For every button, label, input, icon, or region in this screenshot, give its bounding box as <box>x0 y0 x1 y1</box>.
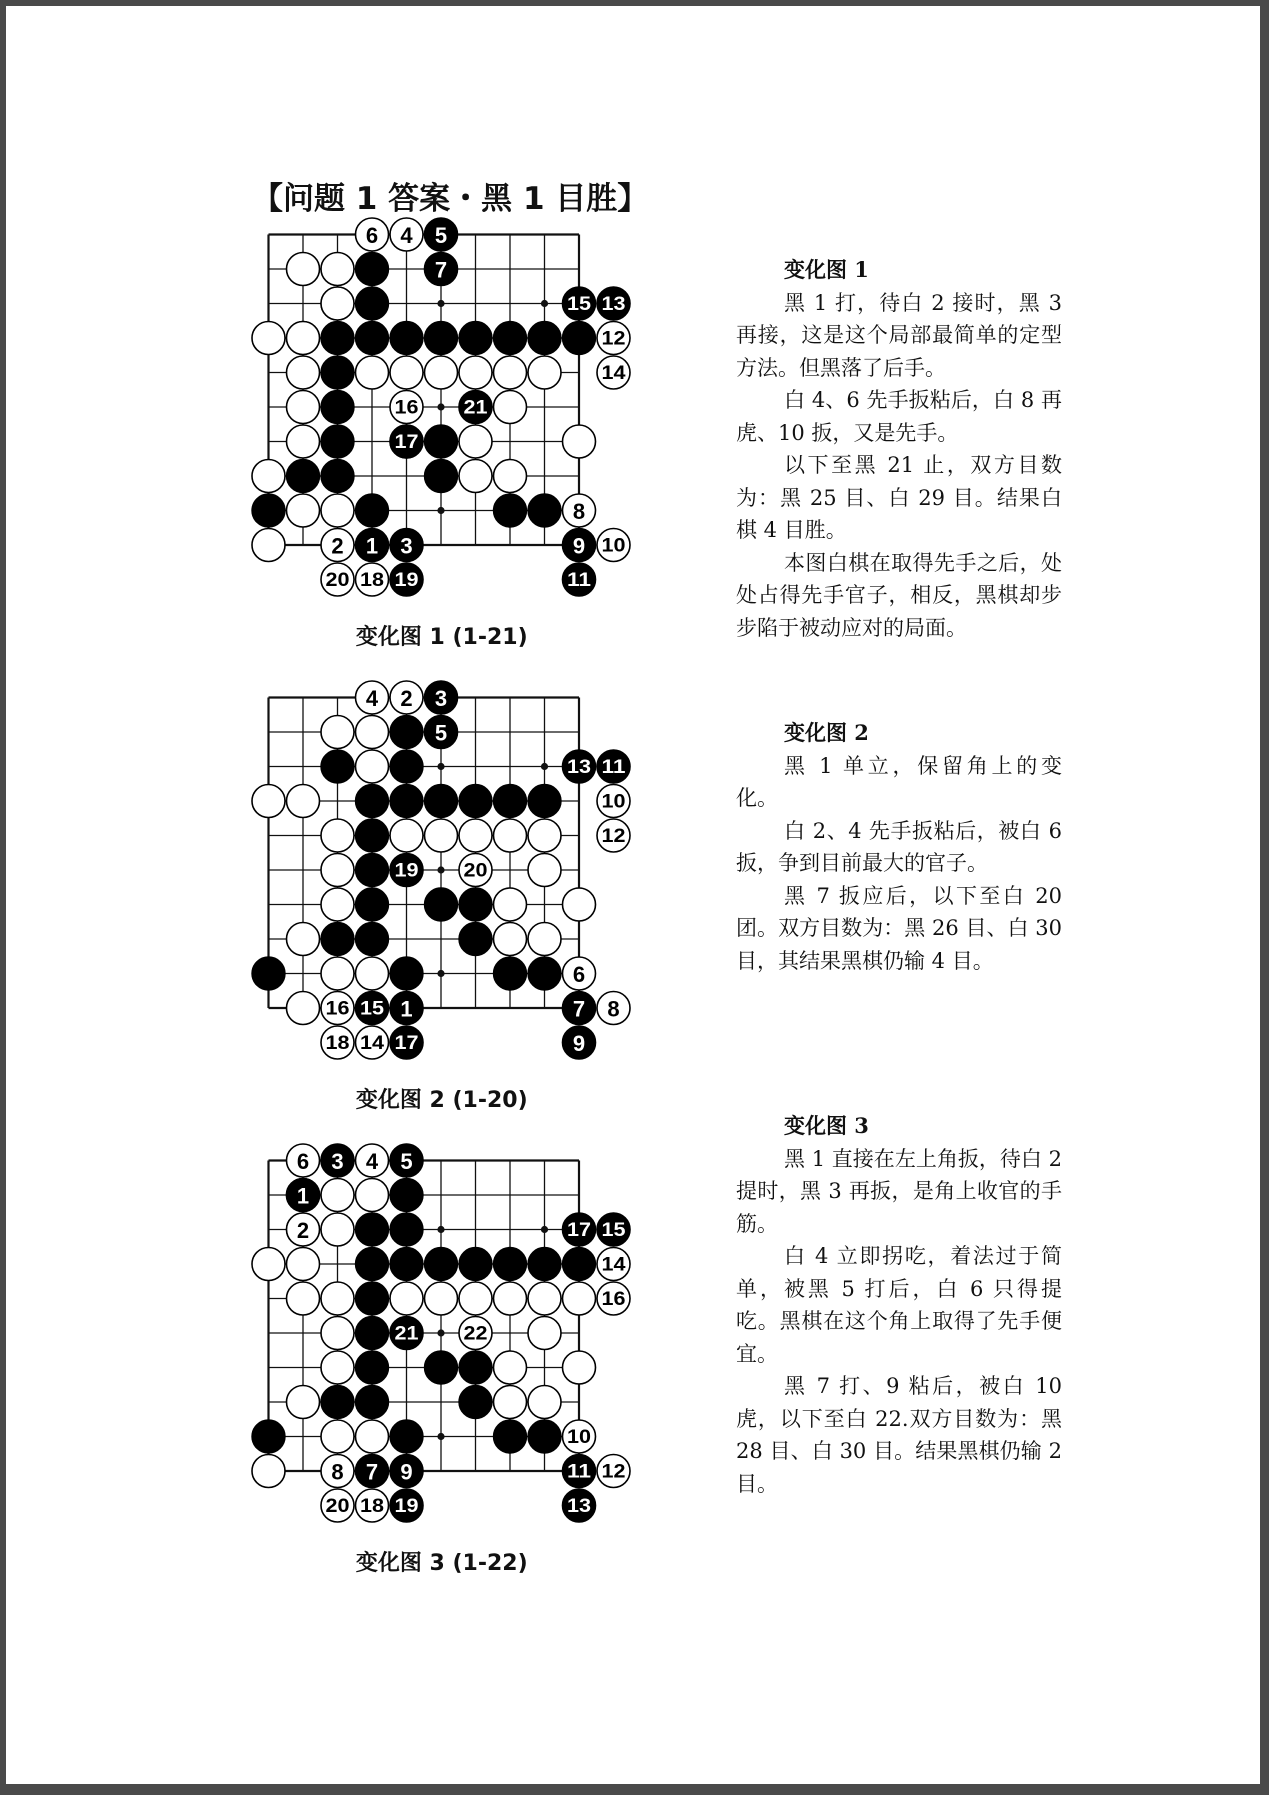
diagram-caption-1: 变化图 1 (1-21) <box>355 625 528 650</box>
black-stone <box>528 494 561 527</box>
move-number: 16 <box>394 397 419 419</box>
black-stone <box>356 854 389 887</box>
black-stone <box>356 819 389 852</box>
black-numbered-stone <box>287 1179 320 1212</box>
commentary-paragraph: 黑 1 打，待白 2 接时，黑 3 再接，这是这个局部最简单的定型方法。但黑落了后手。 <box>736 290 1062 380</box>
black-stone <box>356 287 389 320</box>
white-stone <box>287 494 320 527</box>
white-stone <box>563 425 596 458</box>
white-numbered-stone <box>597 992 630 1025</box>
white-stone <box>494 923 527 956</box>
black-numbered-stone <box>459 391 492 424</box>
white-stone <box>528 1386 561 1419</box>
white-stone <box>321 957 354 990</box>
go-board-diagram-1 <box>252 218 632 598</box>
black-stone <box>356 322 389 355</box>
commentary-paragraphs <box>736 750 1062 978</box>
black-stone <box>494 1420 527 1453</box>
move-number: 5 <box>434 223 448 248</box>
document-page <box>6 6 1260 1784</box>
black-stone <box>321 750 354 783</box>
commentary-paragraph: 白 4 立即拐吃，着法过于简单，被黑 5 打后，白 6 只得提吃。黑棋在这个角上取得了先手便宜。 <box>736 1244 1062 1366</box>
move-number: 9 <box>400 1459 413 1485</box>
black-stone <box>563 322 596 355</box>
white-stone <box>459 425 492 458</box>
move-number: 14 <box>601 1254 626 1276</box>
move-number: 17 <box>394 432 419 453</box>
white-numbered-stone <box>356 1144 389 1177</box>
white-stone <box>287 785 320 818</box>
white-stone <box>528 356 561 389</box>
white-numbered-stone <box>597 819 630 852</box>
move-number: 3 <box>434 686 448 711</box>
black-stone <box>459 923 492 956</box>
white-stone <box>528 819 561 852</box>
white-stone <box>321 1282 354 1315</box>
white-numbered-stone <box>597 529 630 562</box>
white-numbered-stone <box>321 1489 354 1522</box>
white-stone <box>528 1317 561 1350</box>
black-stone <box>390 716 423 749</box>
move-number: 17 <box>567 1220 591 1241</box>
white-numbered-stone <box>597 1282 630 1315</box>
star-point <box>437 403 444 410</box>
move-number: 16 <box>601 1289 626 1310</box>
black-stone <box>494 494 527 527</box>
white-stone <box>287 992 320 1025</box>
white-stone <box>494 356 527 389</box>
move-number: 4 <box>365 686 379 711</box>
black-stone <box>390 1213 423 1246</box>
black-stone <box>563 1248 596 1281</box>
white-numbered-stone <box>597 785 630 818</box>
black-numbered-stone <box>390 1317 423 1350</box>
move-number: 13 <box>601 294 626 315</box>
white-stone <box>425 819 458 852</box>
white-stone <box>321 253 354 286</box>
move-number: 18 <box>360 570 384 591</box>
white-numbered-stone <box>321 1026 354 1059</box>
white-stone <box>390 356 423 389</box>
move-number: 8 <box>572 499 586 524</box>
move-number: 18 <box>325 1033 350 1054</box>
move-number: 15 <box>567 294 592 315</box>
white-numbered-stone <box>287 1144 320 1177</box>
white-stone <box>321 888 354 921</box>
white-stone <box>287 391 320 424</box>
commentary-paragraphs <box>736 287 1062 645</box>
white-numbered-stone <box>390 218 423 251</box>
move-number: 13 <box>567 1496 591 1517</box>
move-number: 13 <box>567 757 591 778</box>
white-numbered-stone <box>321 992 354 1025</box>
move-number: 5 <box>400 1149 413 1174</box>
move-number: 20 <box>325 570 350 591</box>
move-number: 3 <box>400 533 413 559</box>
star-point <box>437 1433 444 1440</box>
white-stone <box>494 460 527 493</box>
white-numbered-stone <box>287 1213 320 1246</box>
black-numbered-stone <box>390 992 423 1025</box>
black-stone <box>321 1386 354 1419</box>
move-number: 19 <box>394 860 419 882</box>
move-number: 21 <box>394 1323 419 1345</box>
move-number: 1 <box>400 996 413 1022</box>
black-stone <box>356 1248 389 1281</box>
commentary-paragraph: 白 2、4 先手扳粘后，被白 6 扳，争到目前最大的官子。 <box>736 818 1062 875</box>
black-numbered-stone <box>563 287 596 320</box>
white-stone <box>459 460 492 493</box>
commentary-paragraph: 黑 1 单立，保留角上的变化。 <box>736 753 1062 810</box>
black-numbered-stone <box>390 1026 423 1059</box>
black-numbered-stone <box>563 992 596 1025</box>
move-number: 11 <box>567 1461 592 1483</box>
black-stone <box>459 1351 492 1384</box>
black-stone <box>356 923 389 956</box>
white-stone <box>494 888 527 921</box>
black-stone <box>321 322 354 355</box>
white-stone <box>252 460 285 493</box>
star-point <box>541 300 548 307</box>
white-stone <box>287 1282 320 1315</box>
white-stone <box>321 1213 354 1246</box>
move-number: 8 <box>331 1459 344 1485</box>
black-stone <box>390 1248 423 1281</box>
white-stone <box>321 1317 354 1350</box>
black-numbered-stone <box>356 1455 389 1488</box>
black-numbered-stone <box>563 1026 596 1059</box>
black-numbered-stone <box>390 1455 423 1488</box>
white-numbered-stone <box>356 1489 389 1522</box>
diagram-caption-3: 变化图 3 (1-22) <box>355 1551 528 1576</box>
black-stone <box>252 957 285 990</box>
move-number: 9 <box>572 1031 586 1056</box>
black-stone <box>390 1179 423 1212</box>
star-point <box>437 507 444 514</box>
white-stone <box>390 819 423 852</box>
black-stone <box>390 1420 423 1453</box>
move-number: 15 <box>601 1220 626 1241</box>
white-numbered-stone <box>321 563 354 596</box>
move-number: 11 <box>567 570 592 591</box>
black-stone <box>459 785 492 818</box>
white-stone <box>390 1282 423 1315</box>
white-stone <box>563 1351 596 1384</box>
white-numbered-stone <box>356 563 389 596</box>
black-stone <box>287 460 320 493</box>
black-stone <box>356 888 389 921</box>
move-number: 16 <box>325 998 350 1020</box>
star-point <box>437 970 444 977</box>
white-stone <box>287 1386 320 1419</box>
white-stone <box>252 1248 285 1281</box>
white-stone <box>321 494 354 527</box>
black-stone <box>425 460 458 493</box>
commentary-paragraphs <box>736 1143 1062 1501</box>
white-stone <box>425 1282 458 1315</box>
white-stone <box>494 819 527 852</box>
white-numbered-stone <box>563 494 596 527</box>
move-number: 3 <box>331 1149 344 1174</box>
black-numbered-stone <box>390 1489 423 1522</box>
move-number: 12 <box>601 1461 626 1483</box>
white-stone <box>287 425 320 458</box>
move-number: 17 <box>394 1033 419 1054</box>
white-stone <box>321 1179 354 1212</box>
white-stone <box>321 287 354 320</box>
white-stone <box>356 716 389 749</box>
star-point <box>541 763 548 770</box>
white-stone <box>494 1351 527 1384</box>
black-stone <box>494 957 527 990</box>
black-stone <box>425 1351 458 1384</box>
black-stone <box>459 888 492 921</box>
black-stone <box>356 1317 389 1350</box>
move-number: 7 <box>572 996 586 1022</box>
black-stone <box>425 1248 458 1281</box>
black-stone <box>494 785 527 818</box>
white-stone <box>287 253 320 286</box>
black-stone <box>321 425 354 458</box>
move-number: 15 <box>360 998 385 1020</box>
black-stone <box>459 322 492 355</box>
move-number: 9 <box>572 533 586 559</box>
commentary-3 <box>736 1110 1062 1500</box>
black-numbered-stone <box>356 529 389 562</box>
commentary-2 <box>736 717 1062 977</box>
white-stone <box>528 923 561 956</box>
black-numbered-stone <box>390 854 423 887</box>
white-stone <box>287 1248 320 1281</box>
black-stone <box>356 1282 389 1315</box>
white-stone <box>528 1282 561 1315</box>
white-numbered-stone <box>597 322 630 355</box>
white-stone <box>494 391 527 424</box>
move-number: 4 <box>365 1149 379 1174</box>
black-stone <box>356 253 389 286</box>
black-stone <box>356 1351 389 1384</box>
black-stone <box>321 391 354 424</box>
white-numbered-stone <box>563 957 596 990</box>
white-stone <box>287 923 320 956</box>
white-stone <box>563 888 596 921</box>
white-stone <box>563 1282 596 1315</box>
white-numbered-stone <box>356 218 389 251</box>
white-numbered-stone <box>459 854 492 887</box>
diagram-caption-2: 变化图 2 (1-20) <box>355 1088 528 1113</box>
move-number: 20 <box>325 1496 350 1517</box>
white-stone <box>459 819 492 852</box>
white-numbered-stone <box>459 1317 492 1350</box>
black-stone <box>390 785 423 818</box>
black-numbered-stone <box>563 1213 596 1246</box>
commentary-paragraph: 黑 7 打、9 粘后，被白 10 虎，以下至白 22.双方目数为：黑 28 目、白 30 目。结果黑棋仍输 2 目。 <box>736 1374 1062 1496</box>
black-stone <box>425 425 458 458</box>
black-numbered-stone <box>390 425 423 458</box>
move-number: 20 <box>463 860 488 882</box>
white-stone <box>287 356 320 389</box>
star-point <box>437 300 444 307</box>
move-number: 12 <box>601 328 626 350</box>
black-numbered-stone <box>597 750 630 783</box>
move-number: 2 <box>331 533 344 559</box>
black-stone <box>252 1420 285 1453</box>
white-stone <box>459 356 492 389</box>
move-number: 12 <box>601 826 626 847</box>
white-numbered-stone <box>321 1455 354 1488</box>
move-number: 2 <box>296 1218 310 1243</box>
black-stone <box>494 1248 527 1281</box>
black-stone <box>252 494 285 527</box>
commentary-paragraph: 白 4、6 先手扳粘后，白 8 再虎、10 扳，又是先手。 <box>736 388 1062 445</box>
move-number: 19 <box>394 570 419 591</box>
black-stone <box>321 460 354 493</box>
black-numbered-stone <box>563 1489 596 1522</box>
black-numbered-stone <box>425 253 458 286</box>
move-number: 1 <box>365 533 379 559</box>
move-number: 21 <box>463 397 488 419</box>
star-point <box>437 1329 444 1336</box>
black-stone <box>425 322 458 355</box>
white-numbered-stone <box>321 529 354 562</box>
black-stone <box>425 888 458 921</box>
black-stone <box>494 322 527 355</box>
white-stone <box>356 750 389 783</box>
black-numbered-stone <box>390 563 423 596</box>
white-numbered-stone <box>563 1420 596 1453</box>
commentary-paragraph: 以下至黑 21 止，双方目数为：黑 25 目、白 29 目。结果白棋 4 目胜。 <box>736 453 1062 542</box>
black-numbered-stone <box>563 1455 596 1488</box>
move-number: 6 <box>572 962 586 987</box>
move-number: 10 <box>601 535 626 557</box>
move-number: 5 <box>434 720 448 746</box>
white-stone <box>321 819 354 852</box>
move-number: 22 <box>463 1323 488 1345</box>
move-number: 11 <box>601 757 627 778</box>
black-stone <box>390 322 423 355</box>
white-numbered-stone <box>597 1248 630 1281</box>
move-number: 10 <box>601 791 626 813</box>
black-stone <box>356 1386 389 1419</box>
move-number: 10 <box>567 1427 591 1448</box>
white-stone <box>321 854 354 887</box>
black-numbered-stone <box>597 1213 630 1246</box>
black-numbered-stone <box>425 716 458 749</box>
white-stone <box>356 957 389 990</box>
white-numbered-stone <box>356 1026 389 1059</box>
white-stone <box>356 356 389 389</box>
white-stone <box>252 785 285 818</box>
black-stone <box>390 750 423 783</box>
white-stone <box>494 1282 527 1315</box>
white-numbered-stone <box>356 681 389 714</box>
commentary-paragraph: 本图白棋在取得先手之后，处处占得先手官子，相反，黑棋却步步陷于被动应对的局面。 <box>736 550 1062 640</box>
move-number: 19 <box>394 1496 419 1517</box>
go-board-diagram-3 <box>252 1144 632 1524</box>
black-stone <box>321 356 354 389</box>
white-numbered-stone <box>597 356 630 389</box>
white-stone <box>528 854 561 887</box>
black-stone <box>425 785 458 818</box>
move-number: 7 <box>365 1459 379 1485</box>
star-point <box>437 1226 444 1233</box>
black-stone <box>528 785 561 818</box>
move-number: 2 <box>400 686 413 711</box>
white-stone <box>494 1386 527 1419</box>
move-number: 14 <box>360 1033 385 1054</box>
black-numbered-stone <box>597 287 630 320</box>
black-numbered-stone <box>563 563 596 596</box>
commentary-paragraph: 黑 1 直接在左上角扳，待白 2 提时，黑 3 再扳，是角上收官的手筋。 <box>736 1146 1062 1236</box>
white-numbered-stone <box>390 391 423 424</box>
white-numbered-stone <box>390 681 423 714</box>
move-number: 6 <box>296 1149 310 1174</box>
commentary-heading: 变化图 1 <box>784 257 869 282</box>
move-number: 14 <box>601 363 626 384</box>
black-stone <box>459 1248 492 1281</box>
black-stone <box>528 322 561 355</box>
go-board-diagram-2 <box>252 681 632 1061</box>
commentary-heading: 变化图 3 <box>784 1113 869 1138</box>
commentary-heading: 变化图 2 <box>784 720 869 745</box>
white-stone <box>252 529 285 562</box>
white-stone <box>459 1282 492 1315</box>
commentary-1 <box>736 254 1062 644</box>
white-stone <box>321 716 354 749</box>
black-stone <box>459 1386 492 1419</box>
white-stone <box>287 322 320 355</box>
move-number: 1 <box>296 1183 310 1209</box>
black-numbered-stone <box>563 529 596 562</box>
black-stone <box>356 785 389 818</box>
star-point <box>437 763 444 770</box>
black-stone <box>528 957 561 990</box>
white-stone <box>252 1455 285 1488</box>
black-numbered-stone <box>390 1144 423 1177</box>
black-stone <box>321 923 354 956</box>
black-stone <box>528 1420 561 1453</box>
black-numbered-stone <box>390 529 423 562</box>
black-numbered-stone <box>563 750 596 783</box>
white-stone <box>425 356 458 389</box>
black-stone <box>356 1213 389 1246</box>
commentary-paragraph: 黑 7 扳应后，以下至白 20 团。双方目数为：黑 26 目、白 30 目，其结果黑棋仍输 4 目。 <box>736 883 1062 973</box>
white-stone <box>356 1420 389 1453</box>
white-stone <box>321 1351 354 1384</box>
black-numbered-stone <box>425 218 458 251</box>
black-numbered-stone <box>356 992 389 1025</box>
black-numbered-stone <box>321 1144 354 1177</box>
move-number: 6 <box>365 223 379 248</box>
move-number: 7 <box>434 257 448 283</box>
black-stone <box>356 494 389 527</box>
star-point <box>541 1226 548 1233</box>
black-stone <box>390 957 423 990</box>
star-point <box>437 866 444 873</box>
move-number: 18 <box>360 1496 384 1517</box>
page-title: 【问题 1 答案・黑 1 目胜】 <box>252 181 649 217</box>
move-number: 8 <box>607 996 620 1022</box>
move-number: 4 <box>400 223 413 248</box>
white-stone <box>356 1179 389 1212</box>
white-stone <box>252 322 285 355</box>
white-stone <box>321 1420 354 1453</box>
white-numbered-stone <box>597 1455 630 1488</box>
black-stone <box>528 1248 561 1281</box>
black-numbered-stone <box>425 681 458 714</box>
